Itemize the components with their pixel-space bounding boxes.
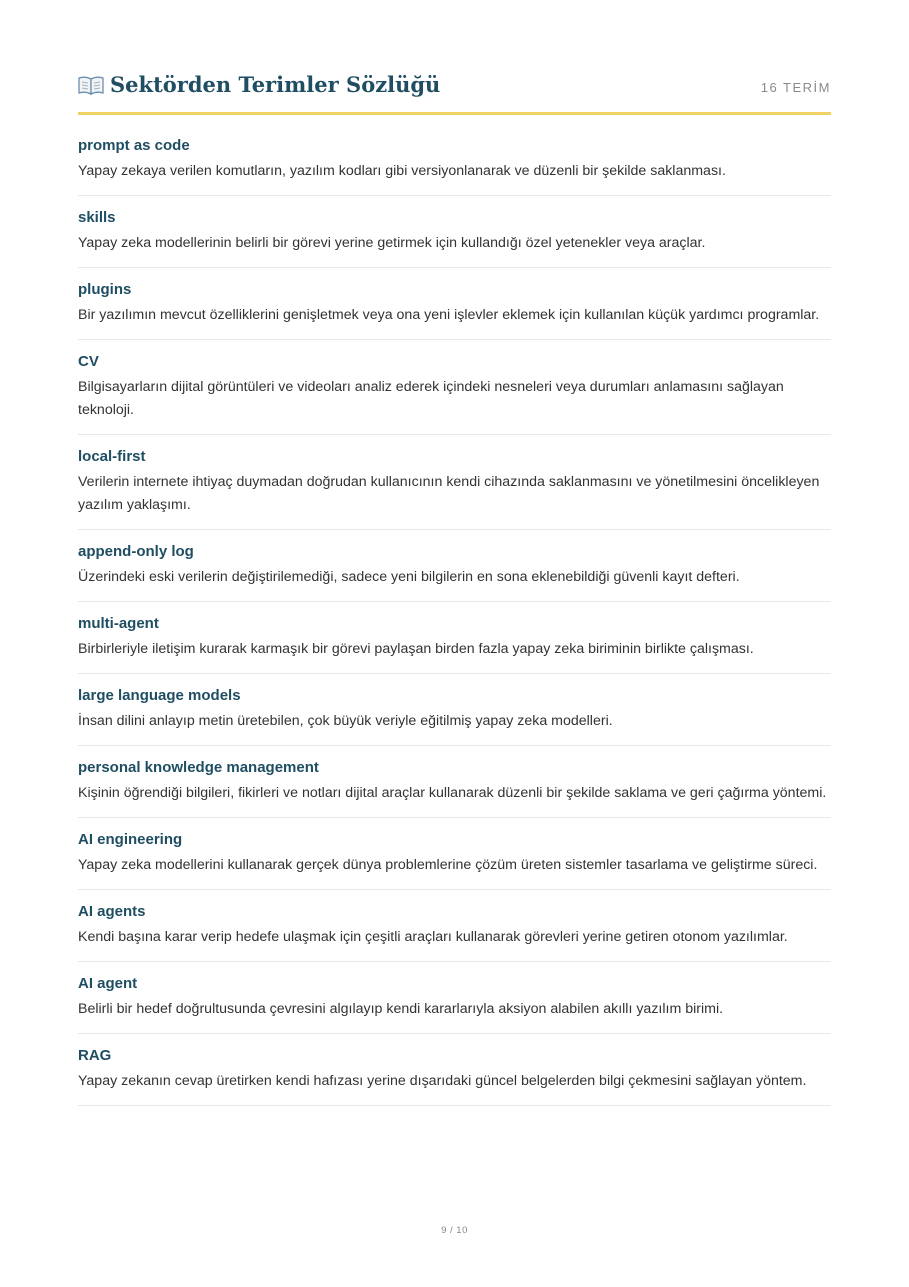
term-definition: Bir yazılımın mevcut özelliklerini genişletmek veya ona yeni işlevler eklemek için kullanılan küçük yardımcı programlar. (78, 307, 820, 323)
term-entry (78, 268, 831, 340)
term-definition: Üzerindeki eski verilerin değiştirilemediği, sadece yeni bilgilerin en sona eklenebildiği güvenli kayıt defteri. (78, 569, 740, 585)
term-count: 16 TERİM (760, 80, 831, 95)
term-name: plugins (78, 281, 132, 298)
open-book-icon (78, 75, 104, 95)
term-entry (78, 340, 831, 435)
term-definition: Belirli bir hedef doğrultusunda çevresini algılayıp kendi kararlarıyla aksiyon alabilen akıllı yazılım birimi. (78, 1001, 724, 1017)
term-name: skills (78, 209, 116, 226)
term-name: RAG (78, 1047, 112, 1064)
term-name: append-only log (78, 543, 194, 560)
page-number: 9 / 10 (441, 1225, 468, 1236)
term-entry (78, 818, 831, 890)
term-name: CV (78, 353, 99, 370)
term-name: multi-agent (78, 615, 159, 632)
term-list (78, 124, 831, 1106)
term-definition: Yapay zeka modellerinin belirli bir görevi yerine getirmek için kullandığı özel yetenekler veya araçlar. (78, 235, 706, 251)
term-entry (78, 962, 831, 1034)
term-entry (78, 196, 831, 268)
page-title (78, 72, 440, 97)
term-definition: Kişinin öğrendiği bilgileri, fikirleri ve notları dijital araçlar kullanarak düzenli bir şekilde saklama ve geri çağırma yöntemi. (78, 785, 827, 801)
term-definition: Yapay zeka modellerini kullanarak gerçek dünya problemlerine çözüm üreten sistemler tasarlama ve geliştirme süreci. (78, 857, 818, 873)
term-entry (78, 1034, 831, 1106)
term-definition: Kendi başına karar verip hedefe ulaşmak için çeşitli araçları kullanarak görevleri yerine getiren otonom yazılımlar. (78, 929, 788, 945)
term-definition: Bilgisayarların dijital görüntüleri ve videoları analiz ederek içindeki nesneleri veya durumları anlamasını sağlayan teknoloji. (78, 379, 784, 418)
term-name: large language models (78, 687, 241, 704)
term-entry (78, 530, 831, 602)
term-entry (78, 746, 831, 818)
term-definition: İnsan dilini anlayıp metin üretebilen, çok büyük veriyle eğitilmiş yapay zeka modelleri. (78, 713, 613, 729)
term-definition: Yapay zekanın cevap üretirken kendi hafızası yerine dışarıdaki güncel belgelerden bilgi çekmesini sağlayan yöntem. (78, 1073, 807, 1089)
term-entry (78, 124, 831, 196)
term-name: personal knowledge management (78, 759, 319, 776)
term-entry (78, 602, 831, 674)
term-definition: Birbirleriyle iletişim kurarak karmaşık bir görevi paylaşan birden fazla yapay zeka biriminin birlikte çalışması. (78, 641, 754, 657)
term-name: local-first (78, 448, 146, 465)
term-entry (78, 435, 831, 530)
term-name: AI engineering (78, 831, 183, 848)
term-name: prompt as code (78, 137, 190, 154)
term-definition: Verilerin internete ihtiyaç duymadan doğrudan kullanıcının kendi cihazında saklanmasını ve yönetilmesini öncelikleyen yazılım yaklaşımı. (78, 474, 820, 513)
term-definition: Yapay zekaya verilen komutların, yazılım kodları gibi versiyonlanarak ve düzenli bir şekilde saklanması. (78, 163, 726, 179)
page-header (78, 70, 831, 115)
term-entry (78, 890, 831, 962)
term-entry (78, 674, 831, 746)
term-name: AI agent (78, 975, 138, 992)
title-text: Sektörden Terimler Sözlüğü (110, 72, 441, 97)
term-name: AI agents (78, 903, 146, 920)
